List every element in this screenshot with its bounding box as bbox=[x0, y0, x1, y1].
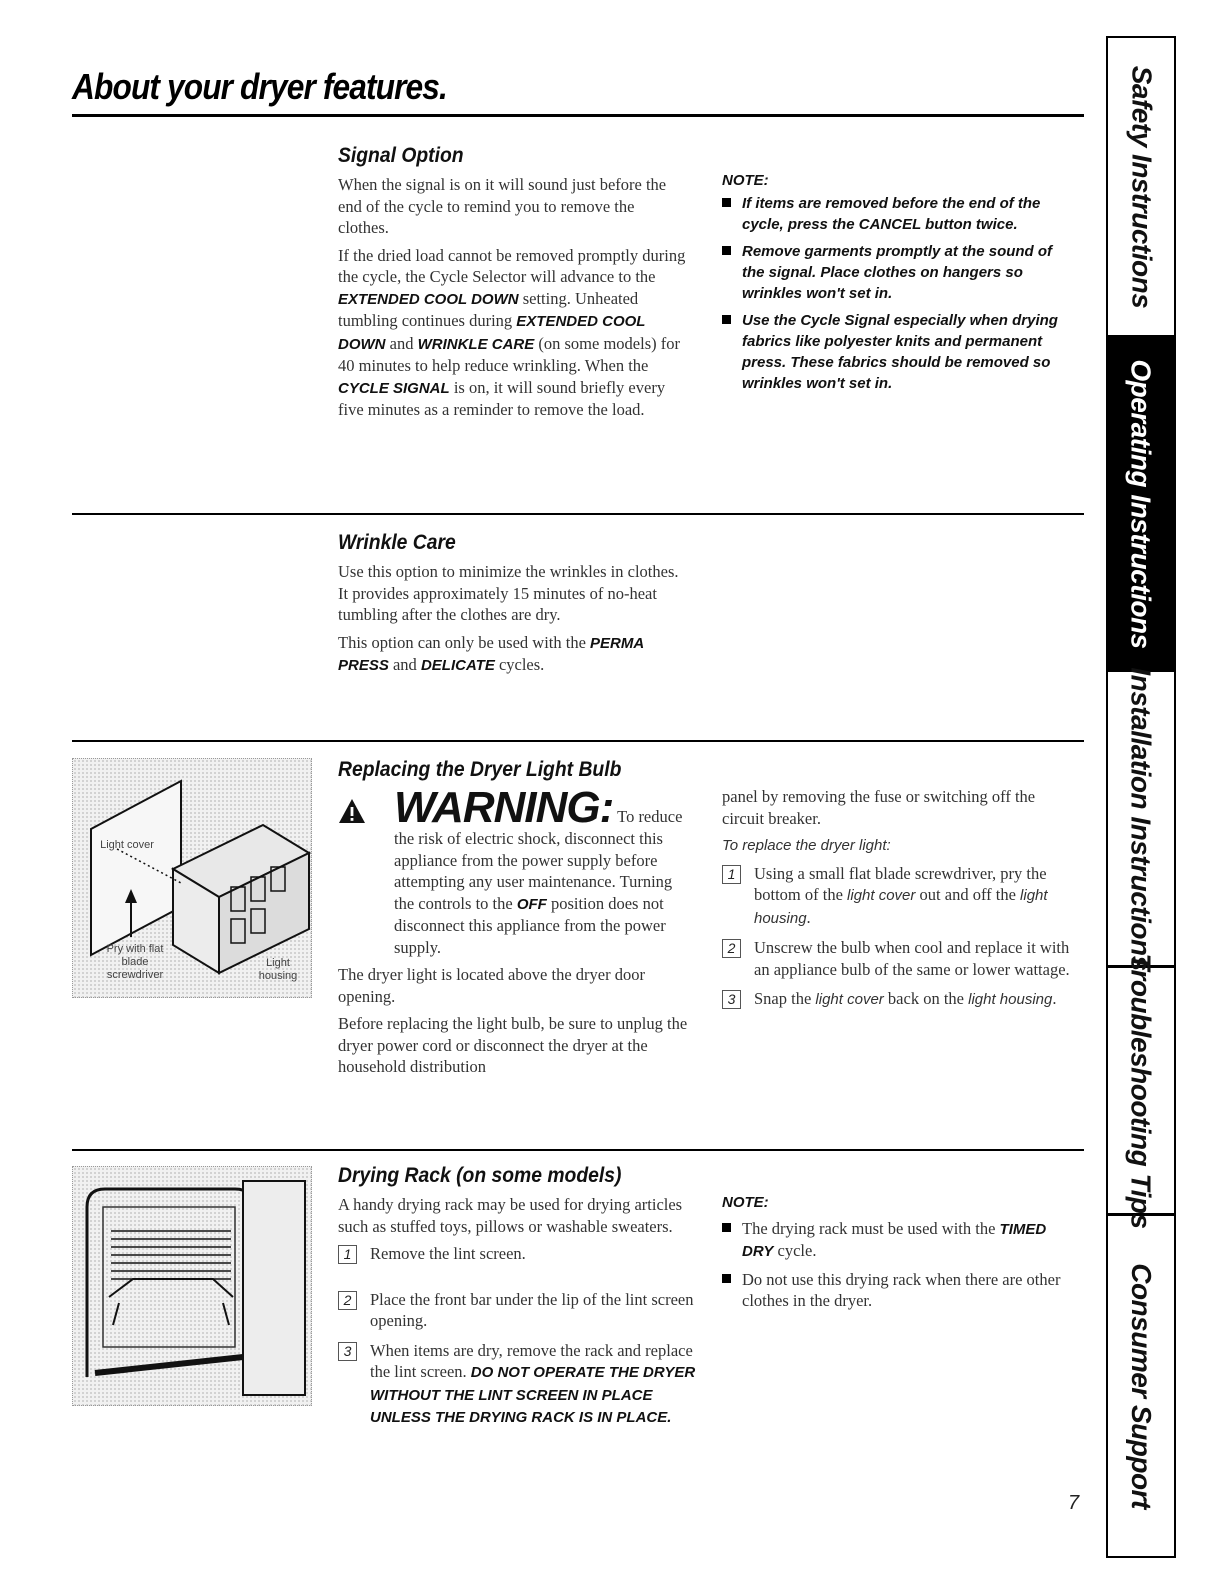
step-number: 3 bbox=[338, 1342, 357, 1361]
light-housing-label: Light housing bbox=[258, 957, 298, 982]
note-label: NOTE: bbox=[722, 172, 769, 189]
tab-consumer-support[interactable]: Consumer Support bbox=[1126, 1263, 1157, 1509]
section-divider bbox=[72, 1149, 1084, 1151]
step-item: 3 When items are dry, remove the rack and replace the lint screen. DO NOT OPERATE THE DRYER WITHOUT THE LINT SCREEN IN PLACE UNLESS THE DRYING RACK IS IN PLACE. bbox=[338, 1340, 698, 1429]
bullet-icon bbox=[722, 1223, 731, 1232]
step-item: 1 Using a small flat blade screwdriver, pry the bottom of the light cover out and off the light housing. bbox=[722, 863, 1077, 930]
signal-option-paragraph-2: If the dried load cannot be removed promptly during the cycle, the Cycle Selector will advance to the EXTENDED COOL DOWN setting. Unheated tumbling continues during EXTENDED COOL DOWN and WRINKLE CARE (on some models) for 40 minutes to help reduce wrinkling. When the CYCLE SIGNAL is on, it will sound briefly every five minutes as a reminder to remove the load. bbox=[338, 245, 686, 419]
pry-screwdriver-label: Pry with flat blade screwdriver bbox=[106, 943, 164, 981]
step-number: 2 bbox=[722, 939, 741, 958]
note-item: If items are removed before the end of the cycle, press the CANCEL button twice. bbox=[722, 193, 1077, 235]
tab-safety-instructions[interactable]: Safety Instructions bbox=[1108, 38, 1174, 338]
tab-troubleshooting-tips[interactable]: Troubleshooting Tips bbox=[1108, 968, 1174, 1216]
step-number: 2 bbox=[338, 1291, 357, 1310]
step-number: 3 bbox=[722, 990, 741, 1009]
warning-word: WARNING: bbox=[394, 783, 614, 832]
step-item: 3 Snap the light cover back on the light housing. bbox=[722, 988, 1077, 1011]
light-bulb-heading: Replacing the Dryer Light Bulb bbox=[338, 758, 622, 781]
bullet-icon bbox=[722, 315, 731, 324]
step-item: 2 Place the front bar under the lip of the lint screen opening. bbox=[338, 1289, 698, 1332]
drying-rack-illustration bbox=[72, 1166, 312, 1406]
page-title: About your dryer features. bbox=[72, 66, 447, 107]
signal-option-paragraph-1: When the signal is on it will sound just before the end of the cycle to remind you to remove the clothes. bbox=[338, 175, 667, 237]
step-item: 1 Remove the lint screen. bbox=[338, 1243, 698, 1265]
signal-option-section bbox=[338, 144, 688, 427]
wrinkle-care-paragraph-2: This option can only be used with the PERMA PRESS and DELICATE cycles. bbox=[338, 632, 644, 674]
note-label: NOTE: bbox=[722, 1194, 769, 1211]
to-replace-label: To replace the dryer light: bbox=[722, 837, 891, 854]
warning-block bbox=[338, 783, 688, 958]
warning-triangle-icon bbox=[338, 798, 366, 824]
bullet-icon bbox=[722, 198, 731, 207]
section-divider bbox=[72, 740, 1084, 742]
bullet-icon bbox=[722, 1274, 731, 1283]
tab-operating-instructions[interactable]: Operating Instructions bbox=[1108, 338, 1174, 672]
wrinkle-care-section bbox=[338, 531, 688, 683]
signal-option-heading: Signal Option bbox=[338, 144, 464, 167]
wrinkle-care-heading: Wrinkle Care bbox=[338, 531, 456, 554]
before-replacing-text: Before replacing the light bulb, be sure to unplug the dryer power cord or disconnect the dryer at the household distribution bbox=[338, 1014, 688, 1076]
step-number: 1 bbox=[338, 1245, 357, 1264]
drying-rack-note bbox=[722, 1192, 1077, 1318]
step-number: 1 bbox=[722, 865, 741, 884]
section-divider bbox=[72, 513, 1084, 515]
light-location-text: The dryer light is located above the dryer door opening. bbox=[338, 965, 645, 1006]
drying-rack-intro: A handy drying rack may be used for drying articles such as stuffed toys, pillows or washable sweaters. bbox=[338, 1195, 683, 1236]
note-item: The drying rack must be used with the TIMED DRY cycle. bbox=[722, 1218, 1077, 1263]
light-bulb-steps bbox=[722, 786, 1077, 1019]
section-tabs-sidebar bbox=[1106, 36, 1176, 1558]
light-bulb-illustration bbox=[72, 758, 312, 998]
light-cover-label: Light cover bbox=[100, 839, 154, 851]
title-divider bbox=[72, 114, 1084, 117]
note-item: Use the Cycle Signal especially when drying fabrics like polyester knits and permanent press. These fabrics should be removed so wrinkles won't set in. bbox=[722, 310, 1077, 394]
drying-rack-heading: Drying Rack (on some models) bbox=[338, 1164, 622, 1187]
drying-rack-section bbox=[338, 1164, 698, 1437]
step-item: 2 Unscrew the bulb when cool and replace it with an appliance bulb of the same or lower wattage. bbox=[722, 937, 1077, 980]
bullet-icon bbox=[722, 246, 731, 255]
light-bulb-section bbox=[338, 758, 688, 1084]
note-item: Remove garments promptly at the sound of the signal. Place clothes on hangers so wrinkles won't set in. bbox=[722, 241, 1077, 304]
warning-text: To reduce the risk of electric shock, disconnect this appliance from the power supply before attempting any user maintenance. Turning the controls to the OFF position does not disconnect this appliance from the power supply. bbox=[394, 807, 683, 957]
tab-installation-instructions[interactable]: Installation Instructions bbox=[1108, 672, 1174, 968]
wrinkle-care-paragraph-1: Use this option to minimize the wrinkles in clothes. It provides approximately 15 minutes of no-heat tumbling after the clothes are dry. bbox=[338, 562, 679, 624]
before-replacing-continued: panel by removing the fuse or switching off the circuit breaker. bbox=[722, 787, 1036, 828]
signal-option-note bbox=[722, 172, 1077, 400]
note-item: Do not use this drying rack when there are other clothes in the dryer. bbox=[722, 1269, 1077, 1312]
page-number: 7 bbox=[1068, 1492, 1080, 1514]
